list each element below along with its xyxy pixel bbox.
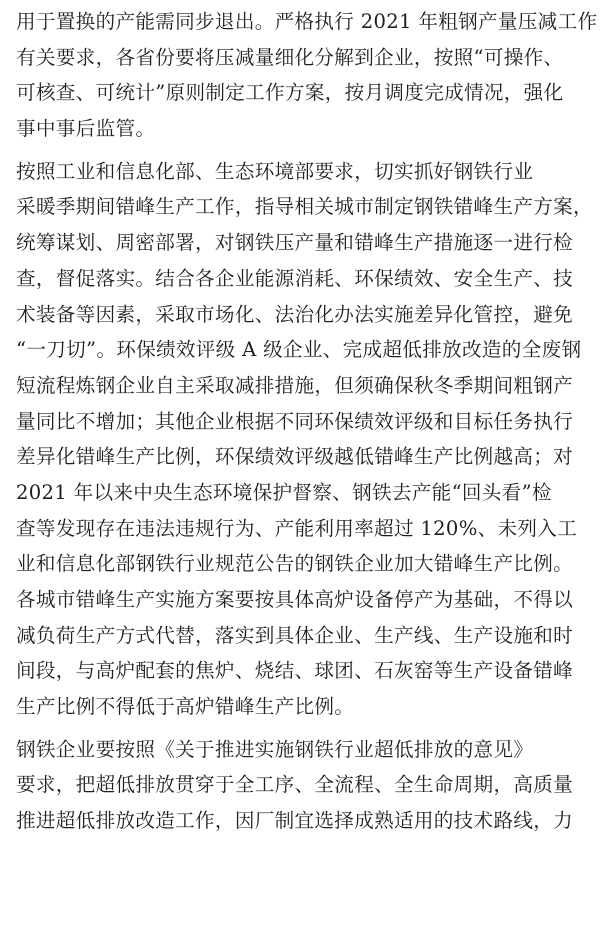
text-line: 推进超低排放改造工作，因厂制宜选择成熟适用的技术路线，力 [16, 809, 574, 833]
text-line: 查，督促落实。结合各企业能源消耗、环保绩效、安全生产、技 [16, 266, 574, 290]
text-line: 业和信息化部钢铁行业规范公告的钢铁企业加大错峰生产比例。 [16, 552, 574, 576]
text-line: 钢铁企业要按照《关于推进实施钢铁行业超低排放的意见》 [16, 737, 534, 761]
text-line: “一刀切”。环保绩效评级 A 级企业、完成超低排放改造的全废钢 [16, 338, 582, 362]
paragraph-2 [16, 154, 593, 725]
text-line: 采暖季期间错峰生产工作，指导相关城市制定钢铁错峰生产方案， [16, 195, 593, 219]
text-line: 按照工业和信息化部、生态环境部要求，切实抓好钢铁行业 [16, 159, 534, 183]
text-line: 生产比例不得低于高炉错峰生产比例。 [16, 695, 355, 719]
text-line: 可核查、可统计”原则制定工作方案，按月调度完成情况，强化 [16, 81, 564, 105]
text-line: 短流程炼钢企业自主采取减排措施，但须确保秋冬季期间粗钢产 [16, 373, 574, 397]
text-line: 用于置换的产能需同步退出。严格执行 2021 年粗钢产量压减工作 [16, 10, 598, 33]
text-line: 减负荷生产方式代替，落实到具体企业、生产线、生产设施和时 [16, 623, 574, 647]
text-line: 术装备等因素，采取市场化、法治化办法实施差异化管控，避免 [16, 302, 574, 326]
text-line: 查等发现存在违法违规行为、产能利用率超过 120%、未列入工 [16, 516, 578, 540]
paragraph-1 [16, 4, 598, 147]
text-line: 量同比不增加；其他企业根据不同环保绩效评级和目标任务执行 [16, 409, 574, 433]
text-line: 有关要求，各省份要将压减量细化分解到企业，按照“可操作、 [16, 45, 564, 69]
paragraph-3 [16, 732, 582, 839]
paragraph-spacer [16, 147, 582, 154]
text-line: 间段，与高炉配套的焦炉、烧结、球团、石灰窑等生产设备错峰 [16, 659, 574, 683]
text-line: 各城市错峰生产实施方案要按具体高炉设备停产为基础，不得以 [16, 588, 574, 611]
text-line: 事中事后监管。 [16, 117, 156, 141]
text-line: 要求，把超低排放贯穿于全工序、全流程、全生命周期，高质量 [16, 773, 574, 797]
text-line: 统筹谋划、周密部署，对钢铁压产量和错峰生产措施逐一进行检 [16, 231, 574, 255]
text-line: 2021 年以来中央生态环境保护督察、钢铁去产能“回头看”检 [16, 480, 552, 504]
paragraph-spacer [16, 725, 582, 732]
text-line: 差异化错峰生产比例，环保绩效评级越低错峰生产比例越高；对 [16, 445, 574, 469]
